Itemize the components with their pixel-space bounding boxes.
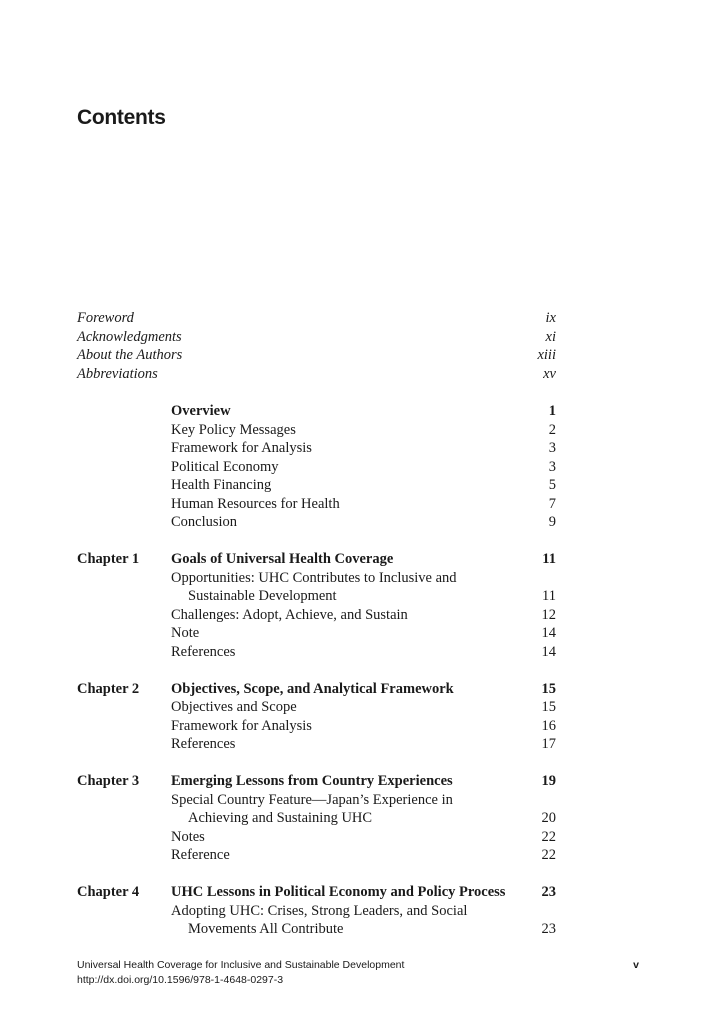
- toc-entry-continuation[interactable]: [171, 809, 556, 828]
- toc-entry[interactable]: [171, 698, 556, 717]
- toc-section-chapter-3: [77, 772, 556, 865]
- entry-title: Conclusion: [171, 514, 238, 530]
- chapter-label: Chapter 1: [77, 551, 140, 567]
- page-number: v: [633, 959, 639, 971]
- entry-page: 17: [541, 736, 556, 752]
- toc-entry[interactable]: [171, 735, 556, 754]
- toc-entry-continuation[interactable]: [171, 587, 556, 606]
- toc-entry[interactable]: [171, 421, 556, 440]
- toc-section-overview: [77, 402, 556, 532]
- toc-entry[interactable]: [171, 828, 556, 847]
- toc-entry[interactable]: [171, 495, 556, 514]
- entry-title: Key Policy Messages: [171, 421, 296, 438]
- entry-title: Challenges: Adopt, Achieve, and Sustain: [171, 606, 408, 623]
- entry-title: Movements All Contribute: [188, 921, 344, 937]
- entry-title: Framework for Analysis: [171, 717, 312, 734]
- toc-entry[interactable]: [171, 439, 556, 458]
- entry-title: Emerging Lessons from Country Experiences: [171, 773, 453, 789]
- toc-entry[interactable]: [171, 902, 556, 921]
- entry-title: Human Resources for Health: [171, 495, 340, 512]
- entry-title: About the Authors: [77, 347, 183, 363]
- entry-title: Foreword: [77, 310, 134, 326]
- toc-entry[interactable]: [171, 476, 556, 495]
- toc-entry-abbreviations[interactable]: [77, 365, 556, 384]
- toc-entry[interactable]: [171, 680, 556, 699]
- toc-entry[interactable]: [171, 513, 556, 532]
- entry-title: Notes: [171, 828, 205, 845]
- toc-entry[interactable]: [171, 569, 556, 588]
- toc-entry[interactable]: [171, 643, 556, 662]
- section-entries: [171, 883, 556, 939]
- entry-title: Adopting UHC: Crises, Strong Leaders, and Social: [171, 902, 468, 919]
- entry-page: 2: [548, 421, 556, 438]
- toc-entry-acknowledgments[interactable]: [77, 328, 556, 347]
- entry-page: 23: [541, 921, 556, 937]
- toc-section-chapter-4: [77, 883, 556, 939]
- toc-entry[interactable]: [171, 846, 556, 865]
- section-entries: [171, 402, 556, 532]
- entry-title: Abbreviations: [77, 365, 158, 382]
- entry-title: Note: [171, 625, 200, 641]
- entry-title: Political Economy: [171, 458, 279, 475]
- entry-title: Reference: [171, 847, 230, 863]
- entry-title: Goals of Universal Health Coverage: [171, 551, 394, 567]
- entry-title: References: [171, 736, 236, 752]
- entry-title: Achieving and Sustaining UHC: [188, 810, 373, 826]
- entry-page: 7: [548, 495, 556, 512]
- entry-page: 15: [541, 699, 556, 715]
- entry-page: 11: [542, 551, 556, 567]
- entry-page: 1: [548, 403, 556, 419]
- toc-entry[interactable]: [171, 550, 556, 569]
- toc-entry-continuation[interactable]: [171, 920, 556, 939]
- entry-title: Health Financing: [171, 477, 272, 493]
- toc-entry[interactable]: [171, 402, 556, 421]
- entry-title: References: [171, 643, 236, 660]
- entry-page: 9: [548, 514, 556, 530]
- page-title: Contents: [77, 106, 166, 129]
- toc-section-chapter-2: [77, 680, 556, 754]
- entry-page: 15: [541, 680, 556, 697]
- toc-entry[interactable]: [171, 624, 556, 643]
- entry-page: 22: [541, 828, 556, 845]
- entry-page: 22: [541, 847, 556, 863]
- toc-entry-about-the-authors[interactable]: [77, 346, 556, 365]
- entry-page: 14: [541, 643, 556, 660]
- entry-title: Opportunities: UHC Contributes to Inclusive and: [171, 569, 457, 586]
- chapter-label: Chapter 3: [77, 773, 140, 789]
- entry-page: 3: [548, 458, 556, 475]
- entry-page: 16: [541, 717, 556, 734]
- entry-page: 11: [542, 588, 556, 604]
- entry-page: 23: [541, 884, 556, 900]
- entry-page: ix: [545, 310, 556, 326]
- entry-title: Objectives and Scope: [171, 699, 297, 715]
- toc-entry[interactable]: [171, 791, 556, 810]
- toc-section-chapter-1: [77, 550, 556, 661]
- entry-title: Special Country Feature—Japan’s Experience in: [171, 791, 453, 808]
- entry-title: Overview: [171, 403, 231, 419]
- entry-page: 5: [548, 477, 556, 493]
- toc-entry[interactable]: [171, 883, 556, 902]
- entry-title: Objectives, Scope, and Analytical Framework: [171, 680, 454, 697]
- toc-entry[interactable]: [171, 717, 556, 736]
- table-of-contents: [77, 402, 556, 957]
- entry-page: 12: [541, 606, 556, 623]
- section-entries: [171, 772, 556, 865]
- entry-title: Sustainable Development: [188, 588, 337, 604]
- toc-entry[interactable]: [171, 772, 556, 791]
- entry-page: 3: [548, 440, 556, 456]
- entry-title: Acknowledgments: [77, 328, 182, 345]
- chapter-label: Chapter 4: [77, 884, 140, 900]
- toc-entry-foreword[interactable]: [77, 309, 556, 328]
- entry-page: xi: [545, 328, 556, 345]
- doi-link[interactable]: http://dx.doi.org/10.1596/978-1-4648-0297-3: [77, 974, 284, 986]
- entry-page: 19: [541, 773, 556, 789]
- chapter-label: Chapter 2: [77, 680, 140, 697]
- entry-page: xv: [543, 365, 556, 382]
- chapter-label: [77, 402, 171, 532]
- section-entries: [171, 550, 556, 661]
- entry-page: 14: [541, 625, 556, 641]
- page-footer: [77, 958, 639, 988]
- entry-title: Framework for Analysis: [171, 440, 312, 456]
- entry-title: UHC Lessons in Political Economy and Policy Process: [171, 884, 506, 900]
- entry-page: xiii: [537, 347, 556, 363]
- entry-page: 20: [541, 810, 556, 826]
- toc-entry[interactable]: [171, 606, 556, 625]
- toc-entry[interactable]: [171, 458, 556, 477]
- front-matter-list: [77, 309, 556, 383]
- section-entries: [171, 680, 556, 754]
- book-title: Universal Health Coverage for Inclusive and Sustainable Development: [77, 959, 405, 971]
